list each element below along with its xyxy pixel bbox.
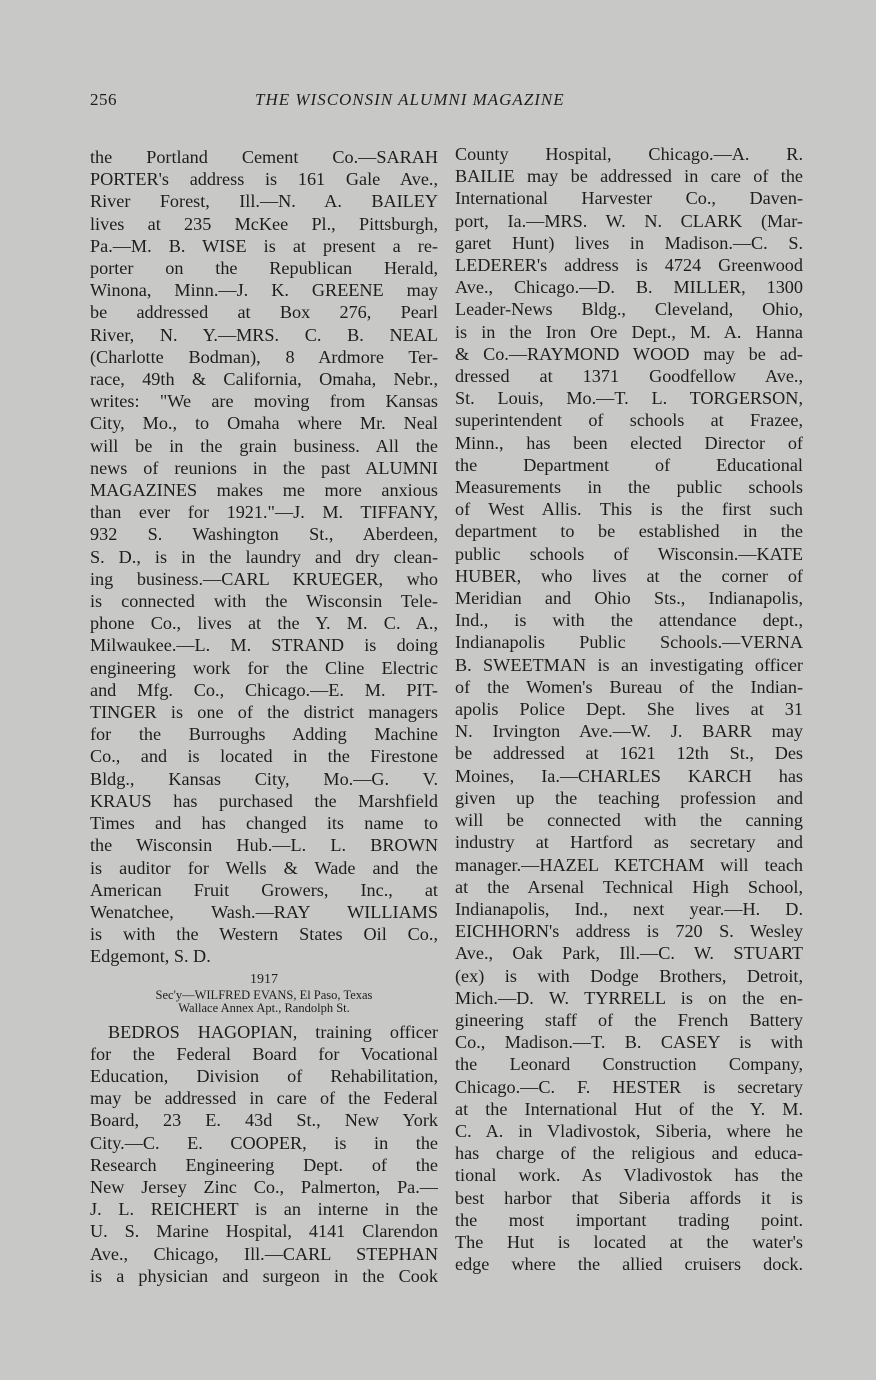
text-line: Edgemont, S. D. xyxy=(90,946,211,967)
text-line: Ave., Chicago.—D. B. MILLER, 1300 xyxy=(455,277,803,298)
text-line: be addressed at 1621 12th St., Des xyxy=(455,743,803,764)
text-line: tional work. As Vladivostok has the xyxy=(455,1165,803,1186)
text-line: for the Federal Board for Vocational xyxy=(90,1043,438,1064)
text-line: be addressed at Box 276, Pearl xyxy=(90,302,438,323)
text-line: news of reunions in the past ALUMNI xyxy=(90,457,438,478)
text-line: Ind., is with the attendance dept., xyxy=(455,610,803,631)
text-line: garet Hunt) lives in Madison.—C. S. xyxy=(455,232,803,253)
running-title: THE WISCONSIN ALUMNI MAGAZINE xyxy=(255,90,565,109)
text-line: public schools of Wisconsin.—KATE xyxy=(455,543,803,564)
text-line: HUBER, who lives at the corner of xyxy=(455,565,803,586)
text-line: (ex) is with Dodge Brothers, Detroit, xyxy=(455,965,803,986)
text-line: apolis Police Dept. She lives at 31 xyxy=(455,699,803,720)
text-line: The Hut is located at the water's xyxy=(455,1231,803,1252)
text-line: Bldg., Kansas City, Mo.—G. V. xyxy=(90,768,438,789)
text-line: MAGAZINES makes me more anxious xyxy=(90,480,438,501)
text-line: Minn., has been elected Director of xyxy=(455,432,803,453)
text-line: TINGER is one of the district managers xyxy=(90,702,438,723)
text-line: of the Women's Bureau of the Indian- xyxy=(455,676,803,697)
text-line: Ave., Chicago, Ill.—CARL STEPHAN xyxy=(90,1243,438,1264)
text-line: is with the Western States Oil Co., xyxy=(90,924,438,945)
text-line: at the International Hut of the Y. M. xyxy=(455,1098,803,1119)
text-line: department to be established in the xyxy=(455,521,803,542)
class-secretary-line: Sec'y—WILFRED EVANS, El Paso, Texas xyxy=(155,987,373,1002)
text-line: PORTER's address is 161 Gale Ave., xyxy=(90,169,438,190)
text-line: Indianapolis, Ind., next year.—H. D. xyxy=(455,898,803,919)
text-line: Ave., Oak Park, Ill.—C. W. STUART xyxy=(455,943,803,964)
text-line: porter on the Republican Herald, xyxy=(90,258,438,279)
class-heading-1917: 1917 xyxy=(250,971,278,987)
text-line: the Portland Cement Co.—SARAH xyxy=(90,147,438,167)
right-column xyxy=(455,143,803,1275)
text-line: EICHHORN's address is 720 S. Wesley xyxy=(455,921,803,942)
text-line: superintendent of schools at Frazee, xyxy=(455,410,803,431)
text-line: race, 49th & California, Omaha, Nebr., xyxy=(90,369,438,390)
text-line: BEDROS HAGOPIAN, training officer xyxy=(108,1021,438,1042)
text-line: Indianapolis Public Schools.—VERNA xyxy=(455,632,803,653)
text-line: Leader-News Bldg., Cleveland, Ohio, xyxy=(455,299,803,320)
text-line: American Fruit Growers, Inc., at xyxy=(90,879,438,900)
text-line: St. Louis, Mo.—T. L. TORGERSON, xyxy=(455,388,803,409)
text-line: is auditor for Wells & Wade and the xyxy=(90,857,438,878)
text-line: phone Co., lives at the Y. M. C. A., xyxy=(90,613,438,634)
text-line: engineering work for the Cline Electric xyxy=(90,657,438,678)
text-line: the Wisconsin Hub.—L. L. BROWN xyxy=(90,835,438,856)
page-header xyxy=(90,90,810,116)
left-column-1917-notes xyxy=(90,1021,438,1287)
text-line: given up the teaching profession and xyxy=(455,787,803,808)
text-line: for the Burroughs Adding Machine xyxy=(90,724,438,745)
text-line: Co., Madison.—T. B. CASEY is with xyxy=(455,1032,803,1053)
text-line: at the Arsenal Technical High School, xyxy=(455,876,803,897)
text-line: of West Allis. This is the first such xyxy=(455,499,803,520)
text-line: Measurements in the public schools xyxy=(455,477,803,498)
left-column xyxy=(90,146,438,1287)
text-line: Times and has changed its name to xyxy=(90,813,438,834)
text-line: Pa.—M. B. WISE is at present a re- xyxy=(90,235,438,256)
text-line: City.—C. E. COOPER, is in the xyxy=(90,1132,438,1153)
text-line: Chicago.—C. F. HESTER is secretary xyxy=(455,1076,803,1097)
text-line: dressed at 1371 Goodfellow Ave., xyxy=(455,366,803,387)
text-line: C. A. in Vladivostok, Siberia, where he xyxy=(455,1120,803,1141)
text-line: best harbor that Siberia affords it is xyxy=(455,1187,803,1208)
text-line: County Hospital, Chicago.—A. R. xyxy=(455,144,803,164)
text-line: lives at 235 McKee Pl., Pittsburgh, xyxy=(90,213,438,234)
class-secretary-address: Wallace Annex Apt., Randolph St. xyxy=(178,1000,350,1015)
text-line: port, Ia.—MRS. W. N. CLARK (Mar- xyxy=(455,210,803,231)
text-line: (Charlotte Bodman), 8 Ardmore Ter- xyxy=(90,346,438,367)
text-line: Meridian and Ohio Sts., Indianapolis, xyxy=(455,588,803,609)
text-line: Moines, Ia.—CHARLES KARCH has xyxy=(455,765,803,786)
text-line: River Forest, Ill.—N. A. BAILEY xyxy=(90,191,438,212)
text-line: LEDERER's address is 4724 Greenwood xyxy=(455,255,803,276)
text-line: Mich.—D. W. TYRRELL is on the en- xyxy=(455,987,803,1008)
text-line: Education, Division of Rehabilitation, xyxy=(90,1065,438,1086)
page-number: 256 xyxy=(90,90,117,109)
text-line: 932 S. Washington St., Aberdeen, xyxy=(90,524,438,545)
text-line: will be in the grain business. All the xyxy=(90,435,438,456)
text-line: industry at Hartford as secretary and xyxy=(455,832,803,853)
text-line: the most important trading point. xyxy=(455,1209,803,1230)
text-line: City, Mo., to Omaha where Mr. Neal xyxy=(90,413,438,434)
text-line: manager.—HAZEL KETCHAM will teach xyxy=(455,854,803,875)
text-line: N. Irvington Ave.—W. J. BARR may xyxy=(455,721,803,742)
text-line: BAILIE may be addressed in care of the xyxy=(455,166,803,187)
text-line: International Harvester Co., Daven- xyxy=(455,188,803,209)
text-line: Milwaukee.—L. M. STRAND is doing xyxy=(90,635,438,656)
text-line: the Leonard Construction Company, xyxy=(455,1054,803,1075)
text-line: & Co.—RAYMOND WOOD may be ad- xyxy=(455,343,803,364)
text-line: edge where the allied cruisers dock. xyxy=(455,1254,803,1275)
text-line: is connected with the Wisconsin Tele- xyxy=(90,591,438,612)
text-line: J. L. REICHERT is an interne in the xyxy=(90,1199,438,1220)
text-line: and Mfg. Co., Chicago.—E. M. PIT- xyxy=(90,679,438,700)
text-line: Winona, Minn.—J. K. GREENE may xyxy=(90,280,438,301)
text-line: New Jersey Zinc Co., Palmerton, Pa.— xyxy=(90,1176,438,1197)
text-line: Wenatchee, Wash.—RAY WILLIAMS xyxy=(90,901,438,922)
text-line: writes: "We are moving from Kansas xyxy=(90,391,438,412)
text-line: the Department of Educational xyxy=(455,454,803,475)
left-column-notes xyxy=(90,146,438,968)
text-line: gineering staff of the French Battery xyxy=(455,1009,803,1030)
text-line: Board, 23 E. 43d St., New York xyxy=(90,1110,438,1131)
text-line: River, N. Y.—MRS. C. B. NEAL xyxy=(90,324,438,345)
text-line: ing business.—CARL KRUEGER, who xyxy=(90,568,438,589)
text-line: is a physician and surgeon in the Cook xyxy=(90,1265,438,1286)
text-line: than ever for 1921."—J. M. TIFFANY, xyxy=(90,502,438,523)
text-line: B. SWEETMAN is an investigating officer xyxy=(455,654,803,675)
text-line: KRAUS has purchased the Marshfield xyxy=(90,790,438,811)
text-line: has charge of the religious and educa- xyxy=(455,1143,803,1164)
text-line: S. D., is in the laundry and dry clean- xyxy=(90,546,438,567)
right-column-notes xyxy=(455,143,803,1275)
text-line: Co., and is located in the Firestone xyxy=(90,746,438,767)
text-line: may be addressed in care of the Federal xyxy=(90,1088,438,1109)
text-line: Research Engineering Dept. of the xyxy=(90,1154,438,1175)
text-line: is in the Iron Ore Dept., M. A. Hanna xyxy=(455,321,803,342)
text-line: U. S. Marine Hospital, 4141 Clarendon xyxy=(90,1221,438,1242)
text-line: will be connected with the canning xyxy=(455,810,803,831)
